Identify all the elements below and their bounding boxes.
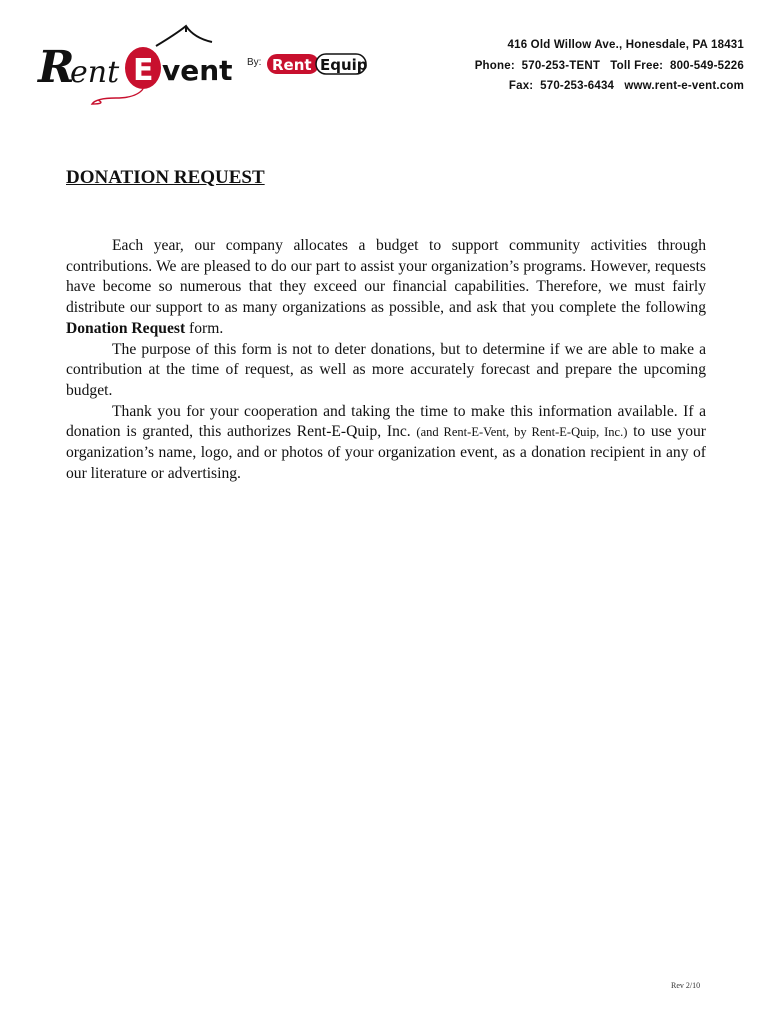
paragraph-thanks	[66, 402, 706, 485]
paragraph-purpose: The purpose of this form is not to deter donations, but to determine if we are able to make a contribution at the time of request, as well as more accurately forecast and prepare the upcoming budget.	[66, 340, 706, 399]
paragraph-thanks-aside: (and Rent-E-Vent, by Rent-E-Quip, Inc.)	[416, 425, 628, 440]
letterhead	[0, 0, 770, 120]
paragraph-thanks-text: Thank you for your cooperation and taking the time to make this information available. If a donation is granted, this authorizes Rent-E-Quip, Inc.	[66, 402, 706, 441]
fax-web-line: Fax: 570-253-6434 www.rent-e-vent.com	[508, 80, 744, 92]
paragraph-intro-text: Each year, our company allocates a budget to support community activities through contributions. We are pleased to do our part to assist your organization’s programs. However, requests have become so numerous that they exceed our financial capabilities. Therefore, we must fairly distribute our support to as many organizations as possible, and ask that you complete the following	[66, 237, 706, 317]
svg-text:Rent: Rent	[272, 56, 312, 74]
svg-text:E: E	[133, 53, 154, 88]
svg-text:Equip: Equip	[320, 56, 368, 74]
address-line: 416 Old Willow Ave., Honesdale, PA 18431	[507, 39, 744, 51]
svg-text:R: R	[38, 42, 75, 93]
paragraph-thanks-end: to use your organization’s name, logo, and or photos of your organization event, as a donation recipient in any of our literature or advertising.	[66, 423, 706, 482]
form-name-bold: Donation Request	[66, 319, 186, 337]
rent-equip-logo	[266, 52, 368, 76]
paragraph-intro-end: form.	[185, 319, 224, 337]
contact-block	[475, 35, 744, 97]
svg-text:ent: ent	[70, 55, 120, 90]
document-body	[66, 236, 706, 484]
paragraph-intro	[66, 236, 706, 340]
revision-label: Rev 2/10	[671, 981, 701, 990]
phone-line: Phone: 570-253-TENT Toll Free: 800-549-5226	[474, 59, 744, 72]
document-title: DONATION REQUEST	[66, 167, 265, 188]
by-label: By:	[247, 57, 262, 68]
rent-event-logo	[36, 24, 236, 108]
svg-text:vent: vent	[162, 54, 233, 87]
